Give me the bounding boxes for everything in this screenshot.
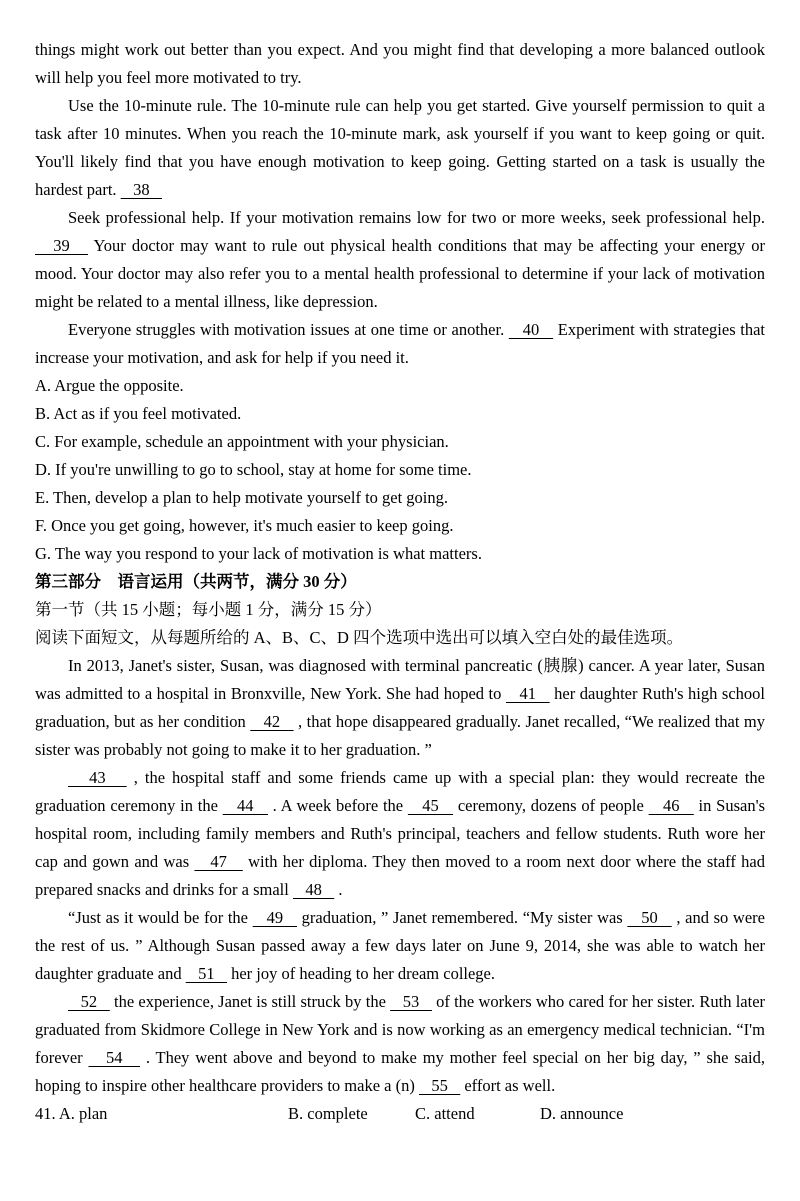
blank-49: 49 bbox=[252, 908, 297, 927]
blank-48: 48 bbox=[292, 880, 335, 899]
blank-51: 51 bbox=[185, 964, 227, 983]
question-41-option-b: B. complete bbox=[288, 1104, 368, 1123]
section-one-heading: 第一节（共 15 小题；每小题 1 分，满分 15 分） bbox=[35, 600, 382, 619]
question-41-option-c: C. attend bbox=[415, 1104, 475, 1123]
option-g: G. The way you respond to your lack of motivation is what matters. bbox=[35, 544, 482, 563]
option-b: B. Act as if you feel motivated. bbox=[35, 404, 242, 423]
cloze-paragraph-2: 43 , the hospital staff and some friends came up with a special plan: they would recreate the graduation ceremony in the 44 . A week before the 45 ceremony, dozens of people 46 in Susan's hospital room, including family members and Ruth's principal, teachers and fellow students. Ruth wore her cap and gown and was 47 with her diploma. They then moved to a room next door where the staff had prepared snacks and drinks for a small 48 . bbox=[35, 768, 765, 899]
blank-50: 50 bbox=[627, 908, 672, 927]
passage-paragraph-continued: things might work out better than you expect. And you might find that developing a more balanced outlook will help you feel more motivated to try. bbox=[35, 40, 765, 87]
option-a: A. Argue the opposite. bbox=[35, 376, 184, 395]
blank-40: 40 bbox=[508, 320, 554, 339]
blank-47: 47 bbox=[194, 852, 243, 871]
blank-38: 38 bbox=[120, 180, 162, 199]
cloze-paragraph-4: 52 the experience, Janet is still struck by the 53 of the workers who cared for her sister. Ruth later graduated from Skidmore College in New York and is now working as an emergency medical technician. “I'm forever 54 . They went above and beyond to make my mother feel special on her big day, ” she said, hoping to inspire other healthcare providers to make a (n) 55 effort as well. bbox=[35, 992, 766, 1095]
part-three-heading: 第三部分 语言运用（共两节，满分 30 分） bbox=[35, 572, 357, 591]
question-41-options-row bbox=[35, 1100, 765, 1128]
option-f: F. Once you get going, however, it's much easier to keep going. bbox=[35, 516, 454, 535]
question-41-option-a: 41. A. plan bbox=[35, 1104, 108, 1123]
blank-52: 52 bbox=[68, 992, 110, 1011]
blank-41: 41 bbox=[505, 684, 550, 703]
blank-54: 54 bbox=[88, 1048, 140, 1067]
passage-paragraph-professional-help: Seek professional help. If your motivation remains low for two or more weeks, seek professional help. 39 Your doctor may want to rule out physical health conditions that may be affecting your energy or mood. Your doctor may also refer you to a mental health professional to determine if your lack of motivation might be related to a mental illness, like depression. bbox=[35, 208, 765, 311]
blank-53: 53 bbox=[390, 992, 432, 1011]
passage-paragraph-conclusion: Everyone struggles with motivation issues at one time or another. 40 Experiment with strategies that increase your motivation, and ask for help if you need it. bbox=[35, 320, 766, 367]
passage-paragraph-10-minute-rule: Use the 10-minute rule. The 10-minute rule can help you get started. Give yourself permission to quit a task after 10 minutes. When you reach the 10-minute mark, ask yourself if you want to keep going or quit. You'll likely find that you have enough motivation to keep going. Getting started on a task is usually the hardest part. 38 bbox=[35, 96, 765, 199]
blank-43: 43 bbox=[68, 768, 127, 787]
option-c: C. For example, schedule an appointment with your physician. bbox=[35, 432, 449, 451]
blank-39: 39 bbox=[35, 236, 89, 255]
blank-44: 44 bbox=[222, 796, 268, 815]
question-41-option-d: D. announce bbox=[540, 1104, 624, 1123]
blank-55: 55 bbox=[418, 1076, 461, 1095]
cloze-paragraph-3: “Just as it would be for the 49 graduation, ” Janet remembered. “My sister was 50 , and so were the rest of us. ” Although Susan passed away a few days later on June 9, 2014, she was able to watch her daughter graduate and 51 her joy of heading to her dream college. bbox=[35, 908, 765, 983]
section-instructions: 阅读下面短文，从每题所给的 A、B、C、D 四个选项中选出可以填入空白处的最佳选项。 bbox=[35, 628, 684, 647]
cloze-paragraph-1: In 2013, Janet's sister, Susan, was diagnosed with terminal pancreatic (胰腺) cancer. A year later, Susan was admitted to a hospital in Bronxville, New York. She had hoped to 41 her daughter Ruth's high school graduation, but as her condition 42 , that hope disappeared gradually. Janet recalled, “We realized that my sister was probably not going to make it to her graduation. ” bbox=[35, 656, 765, 759]
blank-46: 46 bbox=[648, 796, 694, 815]
option-d: D. If you're unwilling to go to school, stay at home for some time. bbox=[35, 460, 472, 479]
blank-45: 45 bbox=[407, 796, 454, 815]
blank-42: 42 bbox=[250, 712, 294, 731]
option-e: E. Then, develop a plan to help motivate yourself to get going. bbox=[35, 488, 449, 507]
